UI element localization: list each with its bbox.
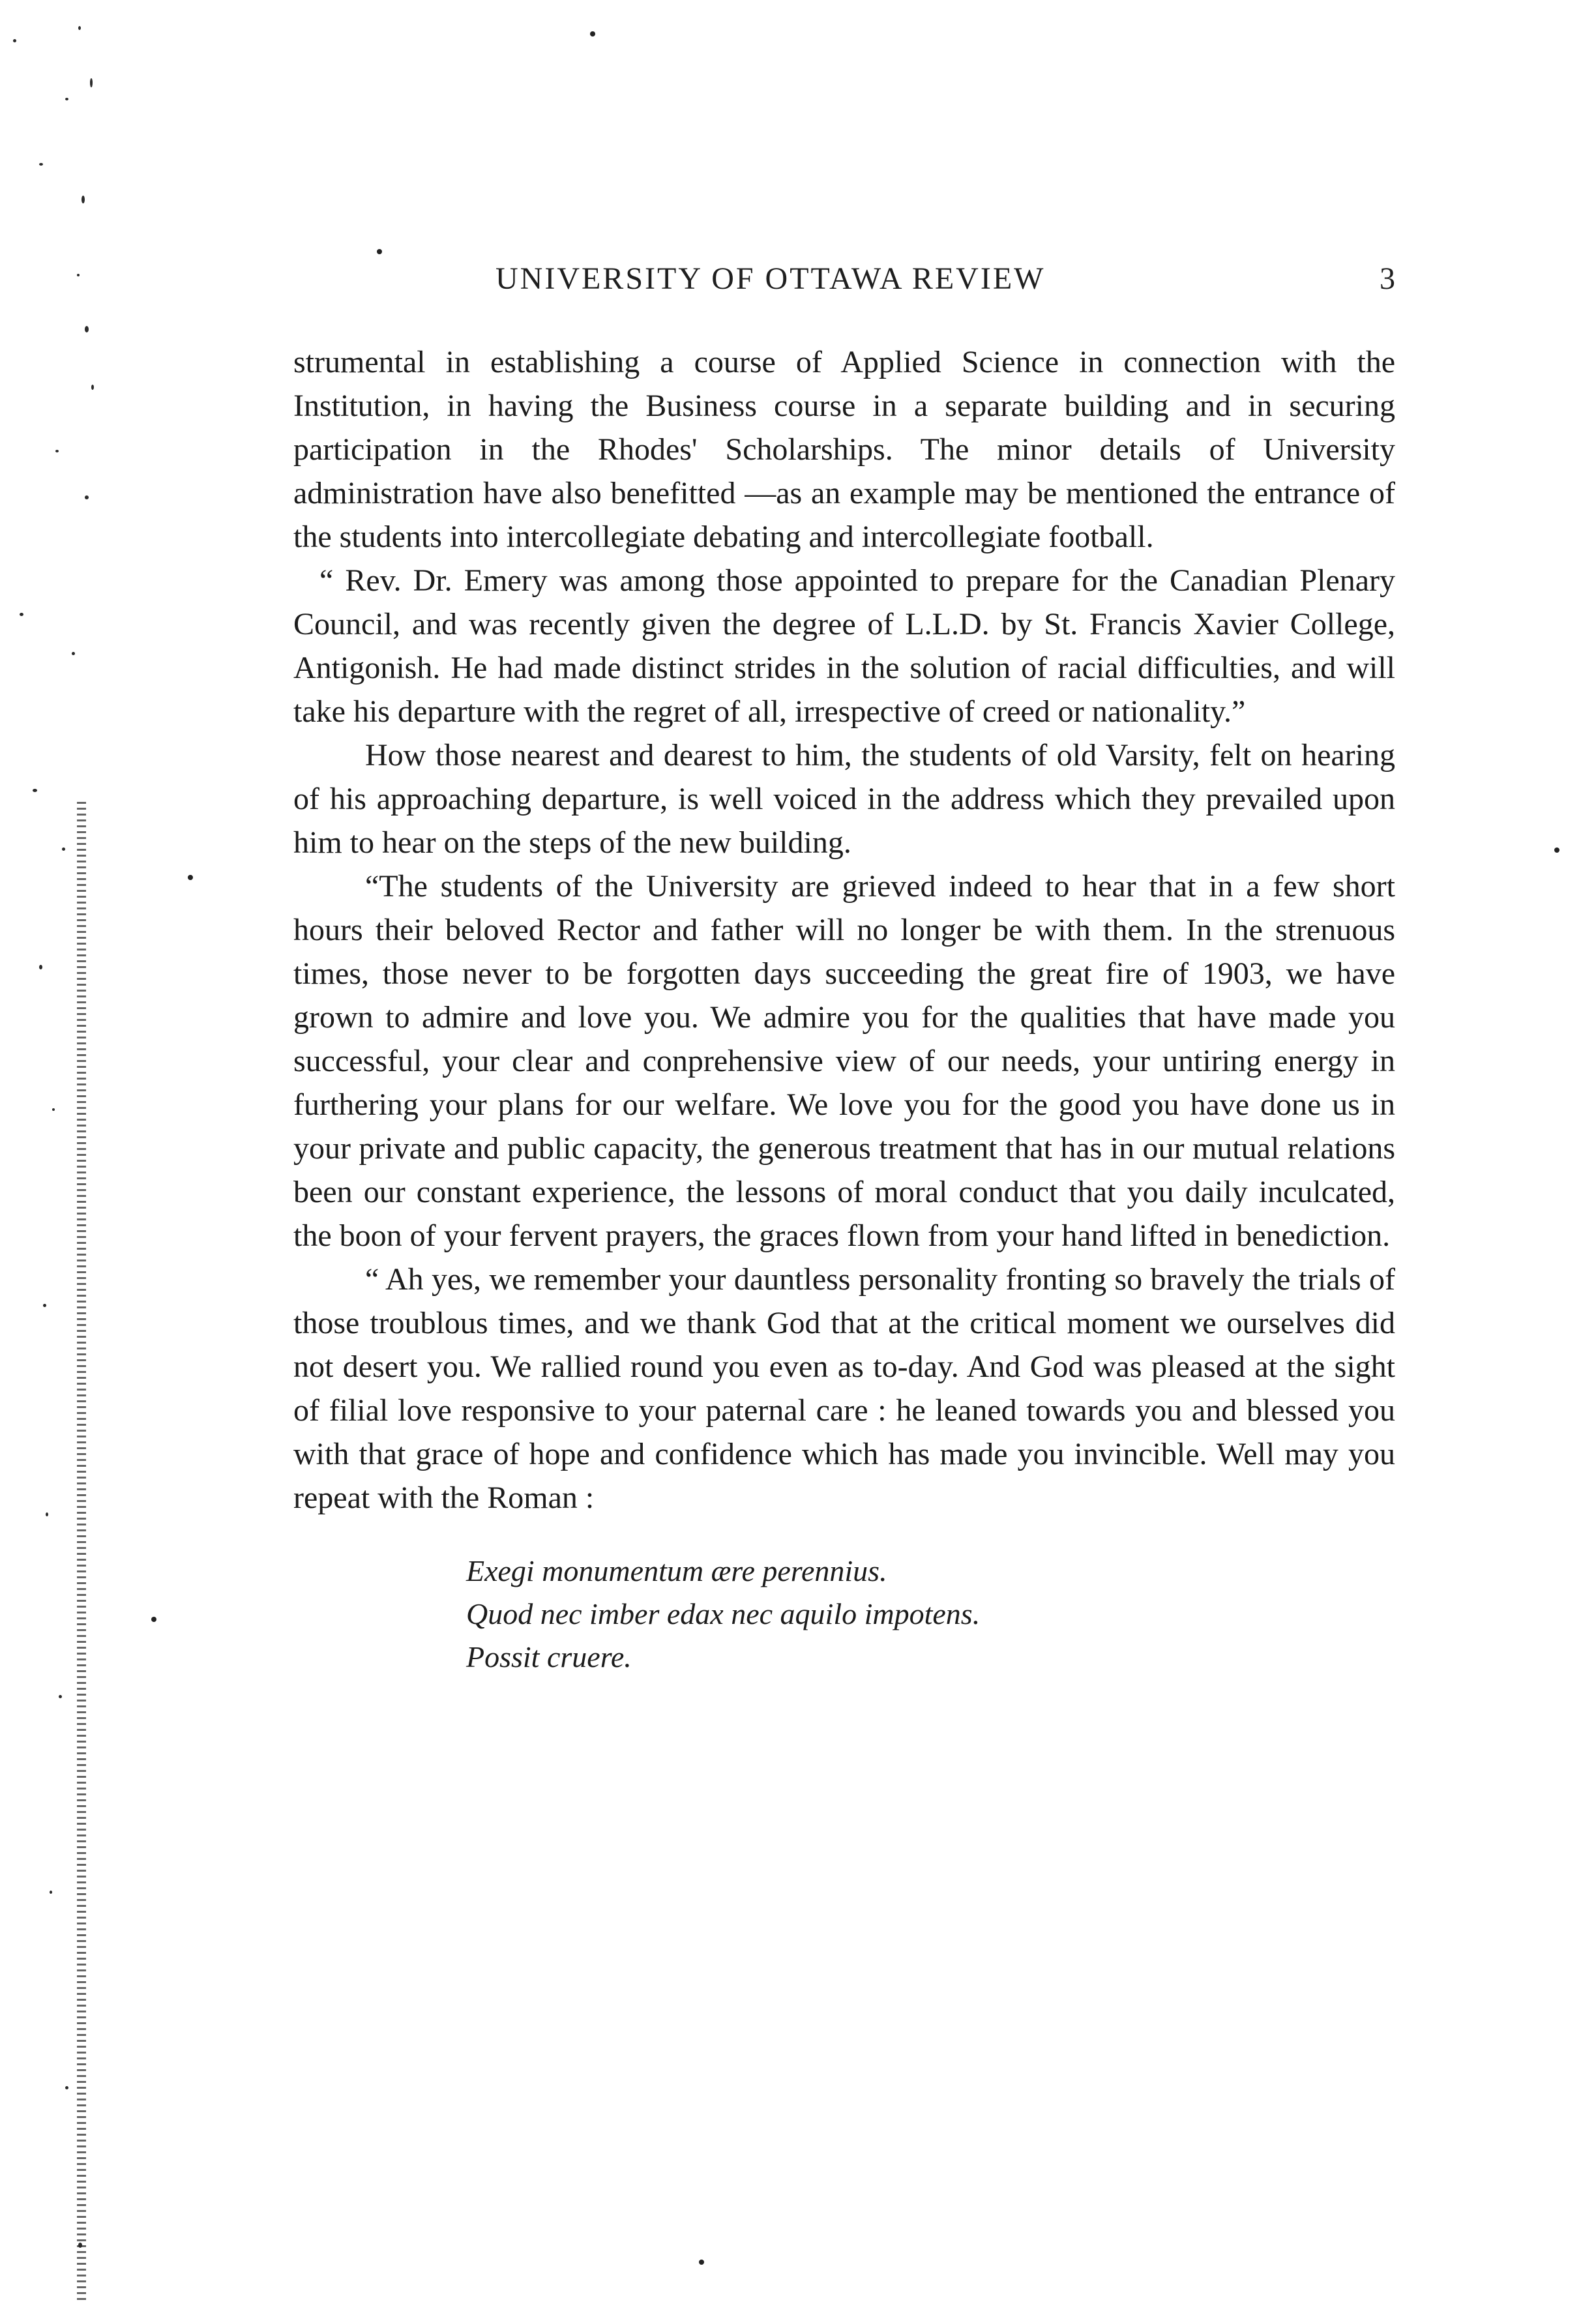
stray-dot — [699, 2260, 704, 2265]
gutter-speck — [43, 1304, 46, 1307]
gutter-speck — [62, 847, 65, 851]
page-number: 3 — [1380, 261, 1395, 296]
verse-line: Possit cruere. — [466, 1640, 632, 1673]
gutter-speck — [85, 495, 89, 499]
gutter-speck — [77, 274, 80, 276]
running-head-title: UNIVERSITY OF OTTAWA REVIEW — [495, 261, 1046, 296]
paragraph: “ Ah yes, we remember your dauntless personality fronting so bravely the trials of those troublous times, and we thank God that at the critical moment we ourselves did not desert you. We rallied round you even as to-day. And God was pleased at the sight of filial love responsive to your paternal care : he leaned towards you and blessed you with that grace of hope and confidence which has made you invincible. Well may you repeat with the Roman : — [293, 1262, 1395, 1515]
gutter-speck — [46, 1512, 48, 1516]
gutter-speck — [78, 2243, 82, 2248]
gutter-speck — [50, 1891, 52, 1894]
stray-dot — [151, 1617, 156, 1622]
stray-dot — [188, 875, 193, 880]
gutter-speck — [13, 39, 16, 42]
gutter-speck — [85, 326, 89, 332]
gutter-speck — [39, 163, 43, 166]
gutter-speck — [65, 2086, 68, 2089]
gutter-speck — [78, 26, 81, 30]
paragraph: “ Rev. Dr. Emery was among those appointed to prepare for the Canadian Plenary Council, and was recently given the degree of L.L.D. by St. Francis Xavier College, Antigonish. He had made distinct strides in the solution of racial difficulties, and will take his departure with the regret of all, irrespective of creed or nationality.” — [293, 563, 1395, 729]
gutter-speck — [90, 78, 93, 87]
gutter-speck — [20, 613, 23, 616]
paragraph: strumental in establishing a course of Applied Science in connection with the Institution, in having the Business course in a separate building and in securing participation in the Rhodes' Scholarships. The minor details of University administration have also benefitted —as an example may be mentioned the entrance of the students into intercollegiate debating and intercollegiate football. — [293, 345, 1395, 554]
gutter-speck — [65, 98, 68, 100]
article-body — [293, 340, 1395, 1679]
running-head — [293, 261, 1395, 306]
gutter-speck — [39, 965, 42, 969]
stray-dot — [377, 249, 382, 254]
gutter-speck — [55, 450, 59, 452]
verse-line: Exegi monumentum ære perennius. — [466, 1554, 887, 1587]
gutter-speck — [52, 1108, 55, 1111]
binding-gutter — [0, 0, 124, 2313]
gutter-speck — [81, 196, 85, 203]
paragraph: “The students of the University are grieved indeed to hear that in a few short hours their beloved Rector and father will no longer be with them. In the strenuous times, those never to be forgotten days succeeding the great fire of 1903, we have grown to admire and love you. We admire you for the qualities that have made you successful, your clear and conprehensive view of our needs, your untiring energy in furthering your plans for our welfare. We love you for the good you have done us in your private and public capacity, the generous treatment that has in our mutual relations been our constant experience, the lessons of moral conduct that you daily inculcated, the boon of your fervent prayers, the graces flown from your hand lifted in benediction. — [293, 869, 1395, 1253]
verse-line: Quod nec imber edax nec aquilo impotens. — [466, 1597, 981, 1630]
gutter-speck — [59, 1695, 62, 1698]
stray-dot — [1554, 847, 1559, 853]
latin-verse — [293, 1550, 1395, 1679]
stray-dot — [590, 31, 595, 37]
gutter-speck — [72, 652, 75, 655]
gutter-speck — [33, 789, 37, 792]
binding-stitch — [77, 802, 86, 2301]
paragraph: How those nearest and dearest to him, the students of old Varsity, felt on hearing of his approaching departure, is well voiced in the address which they prevailed upon him to hear on the steps of the new building. — [293, 738, 1395, 860]
gutter-speck — [91, 385, 94, 390]
